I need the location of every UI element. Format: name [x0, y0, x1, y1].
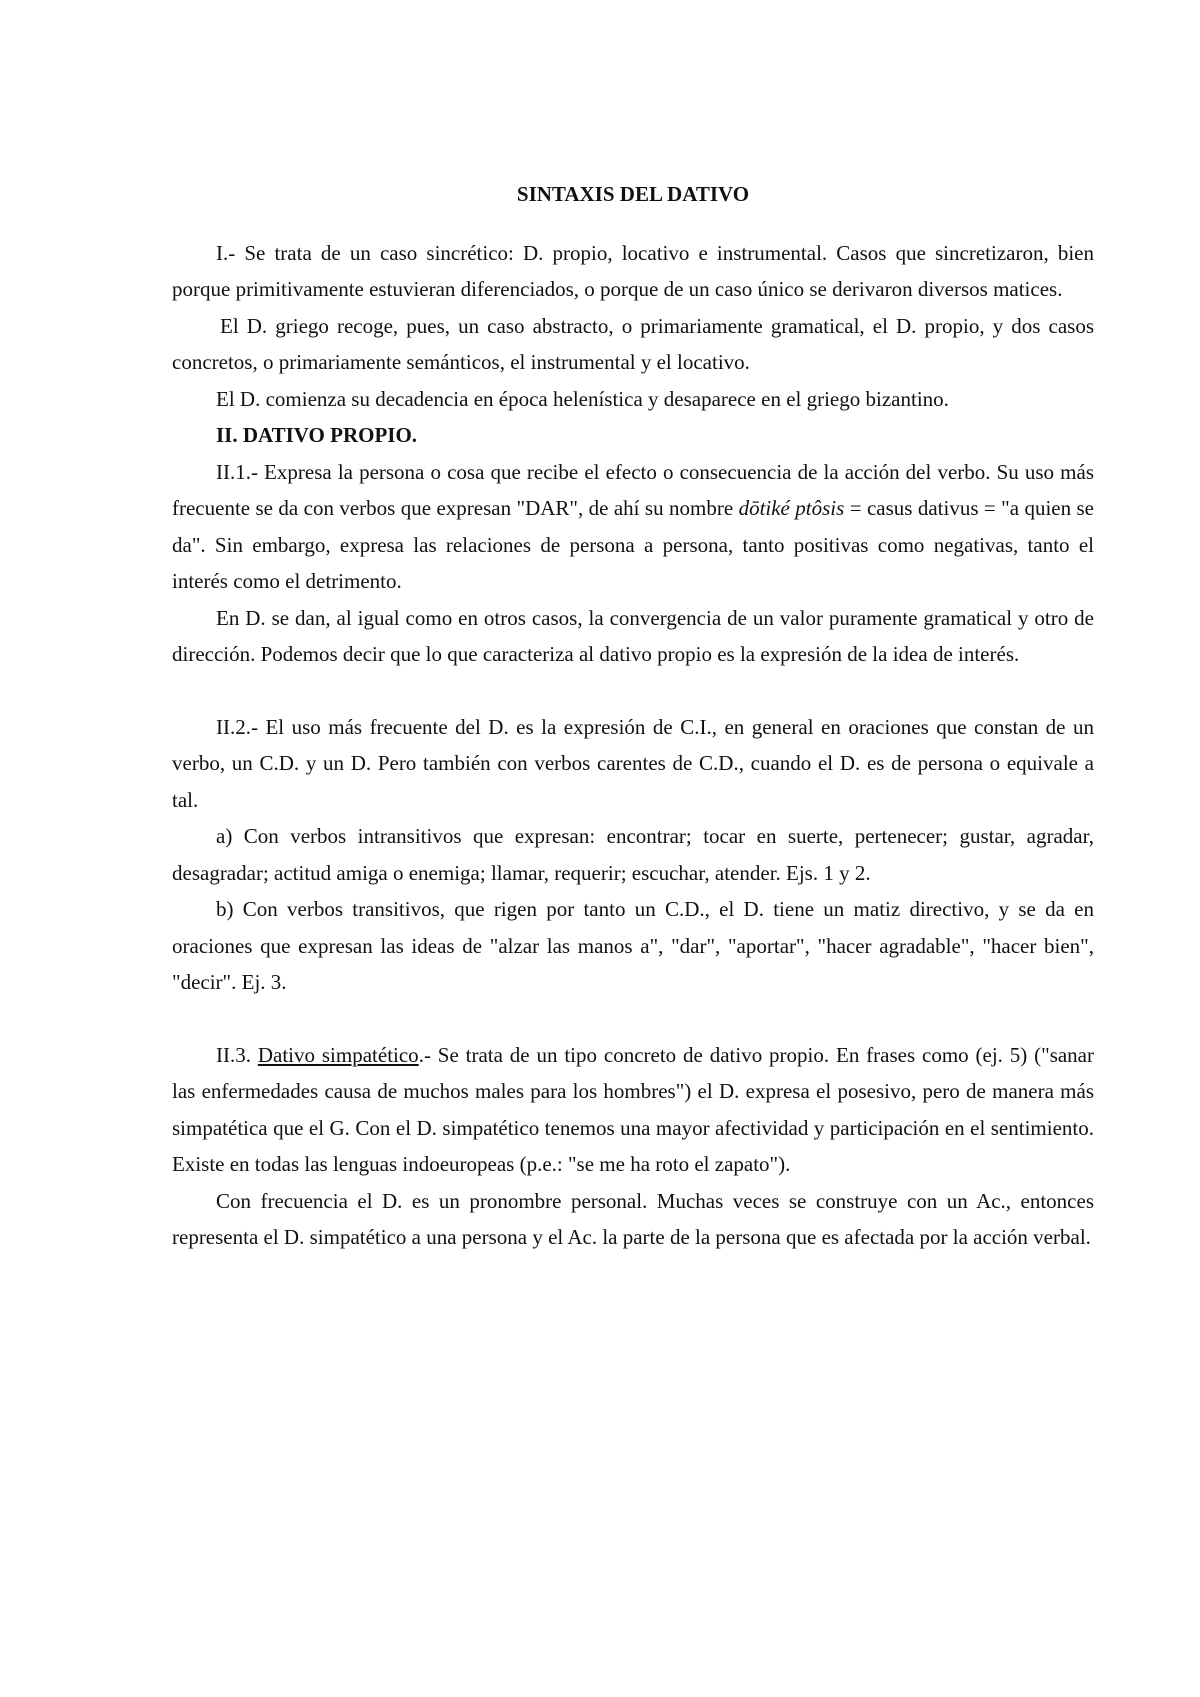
paragraph-ii-1-text-b: = casus dativus = "a quien se da". Sin embargo, expresa las relaciones de persona a persona, tanto positivas como negativas, tanto el interés como el detrimento. — [172, 496, 1095, 593]
paragraph-ii-3 — [172, 1037, 1094, 1183]
paragraph-ii-1 — [172, 454, 1094, 600]
term-dativo-simpatetico: Dativo simpatético — [257, 1042, 419, 1067]
paragraph-greek-dative: El D. griego recoge, pues, un caso abstracto, o primariamente gramatical, el D. propio, y dos casos concretos, o primariamente semánticos, el instrumental y el locativo. — [172, 313, 1094, 374]
document-page — [172, 176, 1094, 1256]
paragraph-ii-3-number: II.3. — [216, 1042, 258, 1067]
paragraph-intro: I.- Se trata de un caso sincrético: D. propio, locativo e instrumental. Casos que sincretizaron, bien porque primitivamente estuvieran diferenciados, o porque de un caso único se derivaron diversos matices. — [172, 240, 1094, 301]
paragraph-pronoun: Con frecuencia el D. es un pronombre personal. Muchas veces se construye con un Ac., entonces representa el D. simpatético a una persona y el Ac. la parte de la persona que es afectada por la acción verbal. — [172, 1188, 1094, 1249]
paragraph-gap — [172, 1001, 1094, 1037]
paragraph-convergence: En D. se dan, al igual como en otros casos, la convergencia de un valor puramente gramatical y otro de dirección. Podemos decir que lo que caracteriza al dativo propio es la expresión de la idea de interés. — [172, 605, 1094, 666]
paragraph-ii-1-text-a: II.1.- Expresa la persona o cosa que recibe el efecto o consecuencia de la acción del verbo. Su uso más frecuente se da con verbos que expresan "DAR", de ahí su nombre — [172, 459, 1094, 520]
paragraph-item-a: a) Con verbos intransitivos que expresan: encontrar; tocar en suerte, pertenecer; gustar, agradar, desagradar; actitud amiga o enemiga; llamar, requerir; escuchar, atender. Ejs. 1 y 2. — [172, 824, 1094, 885]
greek-term: dōtiké ptôsis — [738, 496, 845, 520]
paragraph-ii-2: II.2.- El uso más frecuente del D. es la expresión de C.I., en general en oraciones que constan de un verbo, un C.D. y un D. Pero también con verbos carentes de C.D., cuando el D. es de persona o equivale a tal. — [172, 714, 1094, 812]
section-heading-dativo-propio: II. DATIVO PROPIO. — [216, 423, 418, 447]
paragraph-gap — [172, 673, 1094, 709]
paragraph-item-b: b) Con verbos transitivos, que rigen por tanto un C.D., el D. tiene un matiz directivo, y se da en oraciones que expresan las ideas de "alzar las manos a", "dar", "aportar", "hacer agradable", "hacer bien", "decir". Ej. 3. — [172, 897, 1094, 994]
paragraph-decline: El D. comienza su decadencia en época helenística y desaparece en el griego bizantino. — [216, 386, 949, 411]
document-title: SINTAXIS DEL DATIVO — [516, 182, 750, 206]
paragraph-ii-3-text: .- Se trata de un tipo concreto de dativo propio. En frases como (ej. 5) ("sanar las enfermedades causa de muchos males para los hombres") el D. expresa el posesivo, pero de manera más simpatética que el G. Con el D. simpatético tenemos una mayor afectividad y participación en el sentimiento. Existe en todas las lenguas indoeuropeas (p.e.: "se me ha roto el zapato"). — [172, 1042, 1094, 1176]
